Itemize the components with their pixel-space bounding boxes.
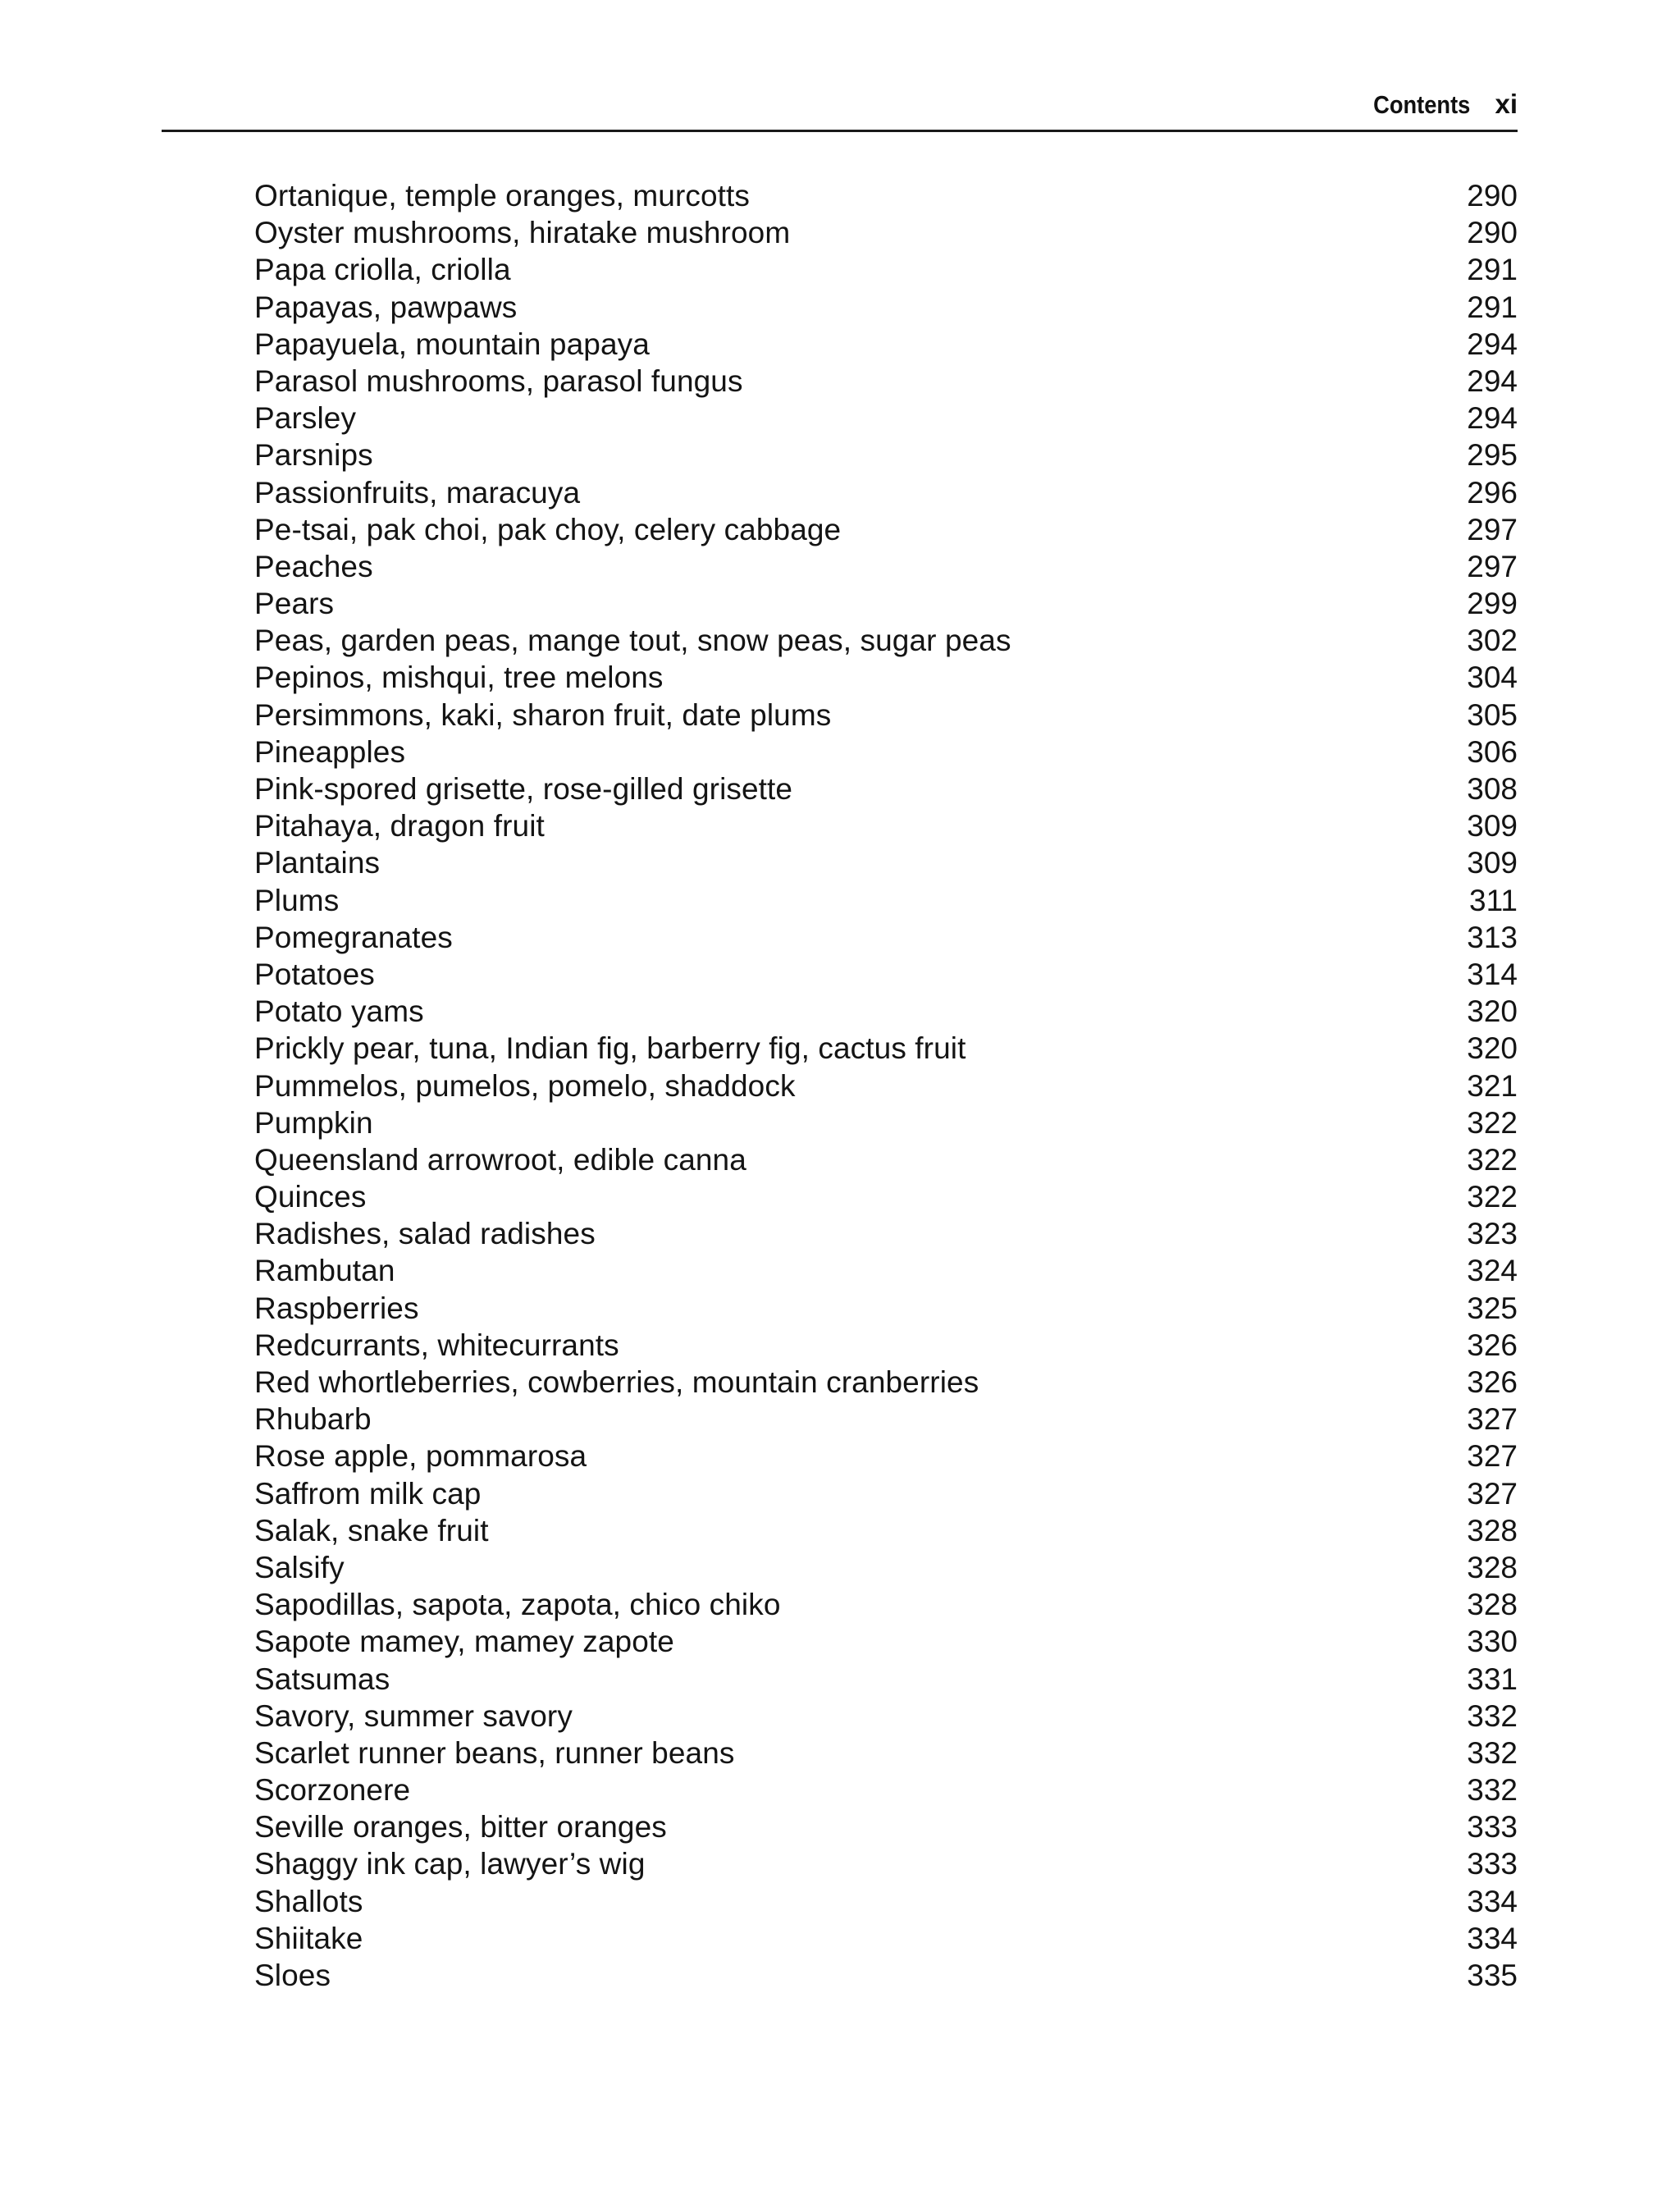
toc-entry — [254, 1920, 1518, 1957]
toc-entry-page: 294 — [1467, 327, 1518, 361]
toc-entry — [254, 1549, 1518, 1586]
toc-entry-title: Radishes, salad radishes — [254, 1217, 596, 1251]
toc-entry-title: Saffrom milk cap — [254, 1476, 482, 1511]
toc-entry — [254, 1808, 1518, 1845]
toc-entry — [254, 1364, 1518, 1401]
toc-entry — [254, 956, 1518, 993]
toc-entry-title: Scarlet runner beans, runner beans — [254, 1735, 735, 1770]
toc-entry — [254, 1586, 1518, 1623]
toc-entry-title: Parasol mushrooms, parasol fungus — [254, 363, 743, 398]
toc-entry — [254, 1067, 1518, 1104]
toc-entry-title: Shiitake — [254, 1921, 363, 1955]
toc-entry-page: 311 — [1469, 883, 1518, 917]
toc-entry-page: 305 — [1467, 697, 1518, 732]
toc-entry-title: Pummelos, pumelos, pomelo, shaddock — [254, 1068, 796, 1103]
toc-entry-page: 297 — [1467, 512, 1518, 546]
running-header — [162, 80, 1518, 132]
toc-entry — [254, 1141, 1518, 1178]
toc-entry — [254, 289, 1518, 326]
toc-entry-title: Peaches — [254, 549, 373, 583]
toc-entry — [254, 511, 1518, 548]
toc-entry-title: Papayuela, mountain papaya — [254, 327, 650, 361]
toc-entry-title: Prickly pear, tuna, Indian fig, barberry fig, cactus fruit — [254, 1031, 966, 1066]
toc-entry-page: 302 — [1467, 624, 1518, 658]
toc-entry-title: Pomegranates — [254, 920, 453, 954]
toc-entry-page: 330 — [1467, 1625, 1518, 1659]
toc-entry-page: 327 — [1467, 1402, 1518, 1437]
toc-entry — [254, 1845, 1518, 1882]
toc-entry-page: 326 — [1467, 1365, 1518, 1399]
toc-entry-page: 306 — [1467, 734, 1518, 769]
toc-entry-page: 333 — [1467, 1847, 1518, 1881]
page-number: xi — [1495, 89, 1518, 119]
toc-entry-page: 332 — [1467, 1735, 1518, 1770]
toc-entry-page: 327 — [1467, 1476, 1518, 1511]
toc-entry-page: 290 — [1467, 216, 1518, 250]
toc-entry — [254, 807, 1518, 844]
toc-entry-page: 304 — [1467, 661, 1518, 695]
toc-entry-title: Pink-spored grisette, rose-gilled grisette — [254, 772, 793, 806]
toc-entry — [254, 844, 1518, 881]
toc-entry-title: Raspberries — [254, 1291, 419, 1325]
toc-entry-page: 294 — [1467, 363, 1518, 398]
toc-entry — [254, 1661, 1518, 1698]
toc-entry-page: 290 — [1467, 179, 1518, 213]
toc-entry-page: 322 — [1467, 1180, 1518, 1214]
toc-entry-page: 297 — [1467, 549, 1518, 583]
toc-entry — [254, 1698, 1518, 1735]
toc-entry-page: 334 — [1467, 1921, 1518, 1955]
toc-entry-page: 291 — [1467, 253, 1518, 287]
toc-entry-page: 314 — [1467, 957, 1518, 991]
toc-entry-title: Sapote mamey, mamey zapote — [254, 1625, 674, 1659]
toc-entry-title: Oyster mushrooms, hiratake mushroom — [254, 216, 791, 250]
toc-entry-page: 331 — [1467, 1662, 1518, 1696]
toc-entry-title: Scorzonere — [254, 1773, 411, 1808]
toc-entry-page: 294 — [1467, 401, 1518, 436]
toc-entry-title: Potato yams — [254, 994, 424, 1029]
toc-entry-title: Redcurrants, whitecurrants — [254, 1328, 619, 1362]
toc-entry-title: Salsify — [254, 1550, 345, 1584]
table-of-contents — [254, 177, 1518, 1994]
toc-entry-title: Pumpkin — [254, 1105, 373, 1140]
toc-entry-page: 332 — [1467, 1773, 1518, 1808]
toc-entry-title: Papayas, pawpaws — [254, 290, 518, 324]
toc-entry-page: 332 — [1467, 1698, 1518, 1733]
toc-entry-title: Pears — [254, 587, 335, 621]
toc-entry — [254, 1771, 1518, 1808]
toc-entry — [254, 1735, 1518, 1771]
toc-entry-title: Rhubarb — [254, 1402, 372, 1437]
toc-entry-title: Sapodillas, sapota, zapota, chico chiko — [254, 1588, 781, 1622]
toc-entry — [254, 214, 1518, 251]
section-title: Contents — [1373, 90, 1471, 119]
toc-entry — [254, 1438, 1518, 1474]
header-text — [1360, 89, 1518, 120]
toc-entry-title: Shaggy ink cap, lawyer’s wig — [254, 1847, 646, 1881]
toc-entry — [254, 177, 1518, 214]
toc-entry-page: 322 — [1467, 1105, 1518, 1140]
toc-entry-title: Rambutan — [254, 1254, 395, 1288]
toc-entry-page: 322 — [1467, 1142, 1518, 1177]
toc-entry — [254, 326, 1518, 363]
toc-entry — [254, 993, 1518, 1030]
toc-entry-page: 299 — [1467, 587, 1518, 621]
toc-entry-page: 321 — [1467, 1068, 1518, 1103]
toc-entry-page: 320 — [1467, 1031, 1518, 1066]
toc-entry-page: 323 — [1467, 1217, 1518, 1251]
toc-entry-page: 295 — [1467, 438, 1518, 473]
toc-entry — [254, 1512, 1518, 1549]
toc-entry — [254, 1104, 1518, 1141]
toc-entry — [254, 585, 1518, 622]
toc-entry-title: Persimmons, kaki, sharon fruit, date plums — [254, 697, 832, 732]
toc-entry-page: 309 — [1467, 846, 1518, 880]
toc-entry-page: 328 — [1467, 1513, 1518, 1547]
toc-entry-page: 328 — [1467, 1550, 1518, 1584]
toc-entry — [254, 659, 1518, 696]
toc-entry-title: Ortanique, temple oranges, murcotts — [254, 179, 751, 213]
toc-entry — [254, 1290, 1518, 1327]
toc-entry-page: 296 — [1467, 475, 1518, 510]
toc-entry — [254, 1178, 1518, 1215]
toc-entry-page: 326 — [1467, 1328, 1518, 1362]
toc-entry-page: 334 — [1467, 1884, 1518, 1918]
toc-entry-title: Rose apple, pommarosa — [254, 1439, 587, 1474]
toc-entry — [254, 548, 1518, 585]
toc-entry-title: Pe-tsai, pak choi, pak choy, celery cabbage — [254, 512, 842, 546]
toc-entry — [254, 400, 1518, 437]
toc-entry — [254, 363, 1518, 400]
toc-entry-title: Seville oranges, bitter oranges — [254, 1810, 667, 1844]
toc-entry-page: 324 — [1467, 1254, 1518, 1288]
toc-entry-title: Sloes — [254, 1959, 331, 1992]
toc-entry — [254, 1327, 1518, 1364]
toc-entry-title: Salak, snake fruit — [254, 1513, 489, 1547]
toc-entry-title: Papa criolla, criolla — [254, 253, 511, 287]
toc-entry-page: 320 — [1467, 994, 1518, 1029]
toc-entry — [254, 1957, 1518, 1994]
toc-entry — [254, 251, 1518, 288]
toc-entry-page: 328 — [1467, 1588, 1518, 1622]
toc-entry-title: Potatoes — [254, 957, 375, 991]
toc-entry-title: Quinces — [254, 1180, 367, 1214]
toc-entry-title: Plums — [254, 883, 340, 917]
toc-entry — [254, 622, 1518, 659]
toc-entry-title: Savory, summer savory — [254, 1698, 573, 1733]
toc-entry-title: Peas, garden peas, mange tout, snow peas, sugar peas — [254, 624, 1011, 658]
toc-entry — [254, 1252, 1518, 1289]
toc-entry — [254, 919, 1518, 956]
toc-entry — [254, 437, 1518, 473]
toc-entry — [254, 1883, 1518, 1920]
toc-entry — [254, 734, 1518, 770]
toc-entry — [254, 1623, 1518, 1660]
toc-entry-title: Pineapples — [254, 734, 406, 769]
toc-entry-title: Shallots — [254, 1884, 363, 1918]
toc-entry-title: Queensland arrowroot, edible canna — [254, 1142, 746, 1177]
toc-entry-page: 327 — [1467, 1439, 1518, 1474]
toc-entry-page: 313 — [1467, 920, 1518, 954]
toc-entry-title: Parsley — [254, 401, 357, 436]
toc-entry — [254, 770, 1518, 807]
toc-entry — [254, 474, 1518, 511]
toc-entry-title: Pepinos, mishqui, tree melons — [254, 661, 664, 695]
toc-entry — [254, 1215, 1518, 1252]
toc-entry-page: 325 — [1467, 1291, 1518, 1325]
toc-entry-title: Red whortleberries, cowberries, mountain cranberries — [254, 1365, 979, 1399]
toc-entry-title: Passionfruits, maracuya — [254, 475, 581, 510]
toc-entry — [254, 697, 1518, 734]
toc-entry — [254, 882, 1518, 919]
toc-entry-title: Parsnips — [254, 438, 373, 473]
toc-entry-page: 309 — [1467, 809, 1518, 843]
toc-entry-page: 308 — [1467, 772, 1518, 806]
toc-entry — [254, 1401, 1518, 1438]
toc-entry-page: 333 — [1467, 1810, 1518, 1844]
toc-entry-title: Plantains — [254, 846, 381, 880]
toc-entry — [254, 1475, 1518, 1512]
toc-entry — [254, 1030, 1518, 1067]
toc-entry-title: Pitahaya, dragon fruit — [254, 809, 545, 843]
toc-entry-title: Satsumas — [254, 1662, 390, 1696]
toc-entry-page: 291 — [1467, 290, 1518, 324]
toc-entry-page: 335 — [1467, 1959, 1518, 1992]
